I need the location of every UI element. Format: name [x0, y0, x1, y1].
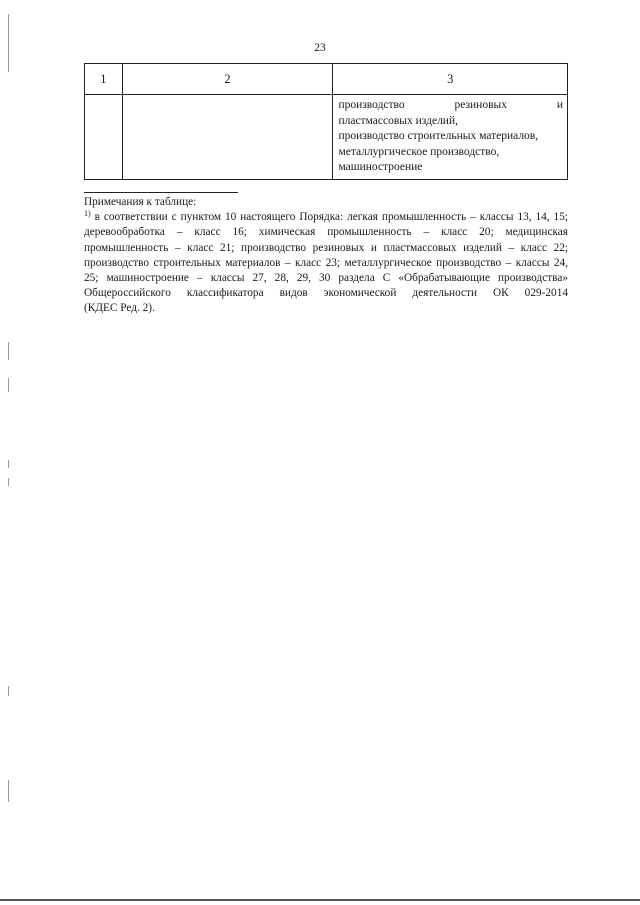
- cell-text-line: металлургическое производство,: [338, 145, 500, 158]
- notes-title: Примечания к таблице:: [84, 196, 197, 208]
- table-header-col-3: 3: [333, 64, 568, 95]
- notes-line: (КДЕС Ред. 2).: [84, 302, 155, 315]
- classification-table: [84, 63, 568, 180]
- table-notes: [84, 195, 568, 317]
- table-cell-col-3: [333, 95, 568, 180]
- scan-edge-mark: [8, 780, 9, 802]
- notes-line: Общероссийского классификатора видов экономической деятельности ОК 029-2014: [84, 287, 568, 300]
- cell-text-line: машиностроение: [338, 161, 423, 173]
- scan-edge-mark: [8, 460, 9, 468]
- scan-bottom-edge: [0, 899, 640, 901]
- scan-edge-mark: [8, 478, 9, 486]
- cell-text-line: производство строительных материалов,: [338, 130, 539, 142]
- table-header-col-1: 1: [85, 64, 123, 95]
- page-number: 23: [314, 42, 326, 54]
- cell-text-line: пластмассовых изделий,: [338, 114, 458, 127]
- cell-text-line: производство резиновых и: [338, 99, 563, 111]
- footnote-marker: 1): [84, 209, 91, 219]
- table-cell-col-2: [122, 95, 333, 180]
- table-header-row: [85, 64, 568, 95]
- notes-line-text: в соответствии с пунктом 10 настоящего Порядка: легкая промышленность – классы 13, 14, 15;: [90, 211, 568, 224]
- notes-line: 25; машиностроение – классы 27, 28, 29, 30 раздела С «Обрабатывающие производства»: [84, 272, 568, 285]
- table-header-col-2: 2: [122, 64, 333, 95]
- scan-edge-mark: [8, 14, 9, 72]
- notes-line: производство строительных материалов – класс 23; металлургическое производство – классы 24,: [84, 256, 568, 269]
- notes-line: деревообработка – класс 16; химическая промышленность – класс 20; медицинская: [84, 226, 568, 239]
- notes-line: промышленность – класс 21; производство резиновых и пластмассовых изделий – класс 22;: [84, 241, 568, 254]
- scan-edge-mark: [8, 686, 9, 696]
- table-cell-col-1: [85, 95, 123, 180]
- table-row: [85, 95, 568, 180]
- notes-separator-line: [84, 192, 238, 193]
- scan-edge-mark: [8, 378, 9, 392]
- scan-edge-mark: [8, 342, 9, 360]
- notes-line: [84, 210, 568, 225]
